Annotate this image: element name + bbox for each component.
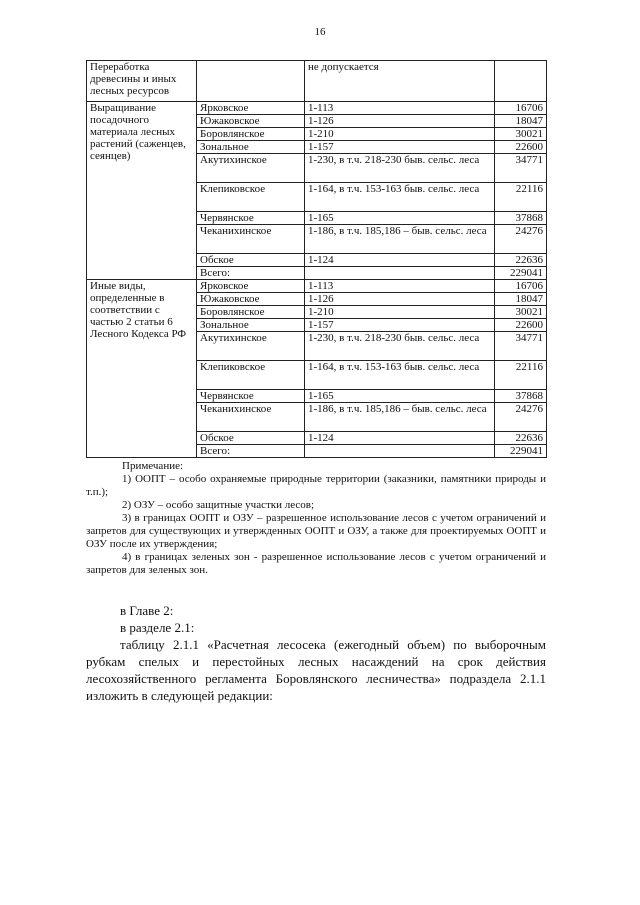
area-cell: 22116: [495, 183, 547, 212]
quarters-cell: 1-164, в т.ч. 153-163 быв. сельс. леса: [305, 183, 495, 212]
forestry-cell: Акутихинское: [197, 154, 305, 183]
note-item: 2) ОЗУ – особо защитные участки лесов;: [122, 499, 315, 511]
area-cell: 229041: [495, 267, 547, 280]
forestry-cell: Всего:: [197, 445, 305, 458]
area-cell: 30021: [495, 128, 547, 141]
area-cell: 22116: [495, 361, 547, 390]
quarters-cell: 1-230, в т.ч. 218-230 быв. сельс. леса: [305, 332, 495, 361]
forestry-cell: [197, 61, 305, 102]
activity-cell: Переработка древесины и иных лесных ресурсов: [87, 61, 197, 102]
area-cell: 37868: [495, 390, 547, 403]
quarters-cell: 1-230, в т.ч. 218-230 быв. сельс. леса: [305, 154, 495, 183]
quarters-cell: 1-157: [305, 319, 495, 332]
forestry-cell: Акутихинское: [197, 332, 305, 361]
area-cell: 22600: [495, 319, 547, 332]
quarters-cell: 1-157: [305, 141, 495, 154]
quarters-cell: [305, 267, 495, 280]
notes-heading: Примечание:: [122, 460, 184, 472]
forestry-cell: Южаковское: [197, 293, 305, 306]
forestry-cell: Чеканихинское: [197, 403, 305, 432]
area-cell: 16706: [495, 102, 547, 115]
forestry-cell: Ярковское: [197, 280, 305, 293]
quarters-cell: 1-124: [305, 254, 495, 267]
area-cell: 24276: [495, 225, 547, 254]
area-cell: 229041: [495, 445, 547, 458]
quarters-cell: 1-113: [305, 102, 495, 115]
forestry-cell: Обское: [197, 432, 305, 445]
area-cell: 16706: [495, 280, 547, 293]
quarters-cell: 1-165: [305, 212, 495, 225]
quarters-cell: 1-186, в т.ч. 185,186 – быв. сельс. леса: [305, 403, 495, 432]
table-row: [87, 280, 547, 293]
quarters-cell: 1-165: [305, 390, 495, 403]
quarters-cell: 1-126: [305, 115, 495, 128]
quarters-cell: 1-126: [305, 293, 495, 306]
activity-cell: Иные виды, определенные в соответствии с частью 2 статьи 6 Лесного Кодекса РФ: [87, 280, 197, 458]
forestry-cell: Южаковское: [197, 115, 305, 128]
forestry-cell: Ярковское: [197, 102, 305, 115]
note-item: 3) в границах ООПТ и ОЗУ – разрешенное использование лесов с учетом ограничений и запретов для существующих и утвержденных ООПТ и ОЗУ, а также для проектируемых ООПТ и ОЗУ после их утверждения;: [86, 512, 546, 550]
quarters-cell: 1-186, в т.ч. 185,186 – быв. сельс. леса: [305, 225, 495, 254]
area-cell: 22636: [495, 432, 547, 445]
forestry-cell: Боровлянское: [197, 306, 305, 319]
quarters-cell: 1-210: [305, 128, 495, 141]
area-cell: 34771: [495, 154, 547, 183]
table-row: [87, 102, 547, 115]
forestry-cell: Червянское: [197, 212, 305, 225]
amendment-block: [86, 602, 546, 704]
area-cell: 37868: [495, 212, 547, 225]
area-cell: 18047: [495, 293, 547, 306]
quarters-cell: 1-210: [305, 306, 495, 319]
area-cell: 24276: [495, 403, 547, 432]
notes-block: [86, 460, 546, 577]
quarters-cell: [305, 445, 495, 458]
forestry-cell: Боровлянское: [197, 128, 305, 141]
quarters-cell: не допускается: [305, 61, 495, 102]
area-cell: 22600: [495, 141, 547, 154]
forestry-cell: Чеканихинское: [197, 225, 305, 254]
forestry-cell: Клепиковское: [197, 183, 305, 212]
page-number: 16: [314, 26, 326, 38]
quarters-cell: 1-164, в т.ч. 153-163 быв. сельс. леса: [305, 361, 495, 390]
land-use-table: [86, 60, 547, 458]
quarters-cell: 1-124: [305, 432, 495, 445]
area-cell: 34771: [495, 332, 547, 361]
area-cell: 22636: [495, 254, 547, 267]
table-row: [87, 61, 547, 102]
section-line: в разделе 2.1:: [120, 620, 195, 635]
forestry-cell: Зональное: [197, 319, 305, 332]
forestry-cell: Обское: [197, 254, 305, 267]
area-cell: 18047: [495, 115, 547, 128]
forestry-cell: Всего:: [197, 267, 305, 280]
area-cell: 30021: [495, 306, 547, 319]
forestry-cell: Зональное: [197, 141, 305, 154]
area-cell: [495, 61, 547, 102]
note-item: 1) ООПТ – особо охраняемые природные территории (заказники, памятники природы и т.п.);: [86, 473, 546, 498]
amendment-text: таблицу 2.1.1 «Расчетная лесосека (ежегодный объем) по выборочным рубкам спелых и перестойных лесных насаждений на срок действия лесохозяйственного регламента Боровлянского лесничества» подраздела 2.1.1 изложить в следующей редакции:: [86, 637, 546, 703]
quarters-cell: 1-113: [305, 280, 495, 293]
forestry-cell: Клепиковское: [197, 361, 305, 390]
table-body: [87, 61, 547, 458]
note-item: 4) в границах зеленых зон - разрешенное использование лесов с учетом ограничений и запретов для зеленых зон.: [86, 551, 546, 576]
forestry-cell: Червянское: [197, 390, 305, 403]
chapter-line: в Главе 2:: [120, 603, 174, 618]
activity-cell: Выращивание посадочного материала лесных растений (саженцев, сеянцев): [87, 102, 197, 280]
